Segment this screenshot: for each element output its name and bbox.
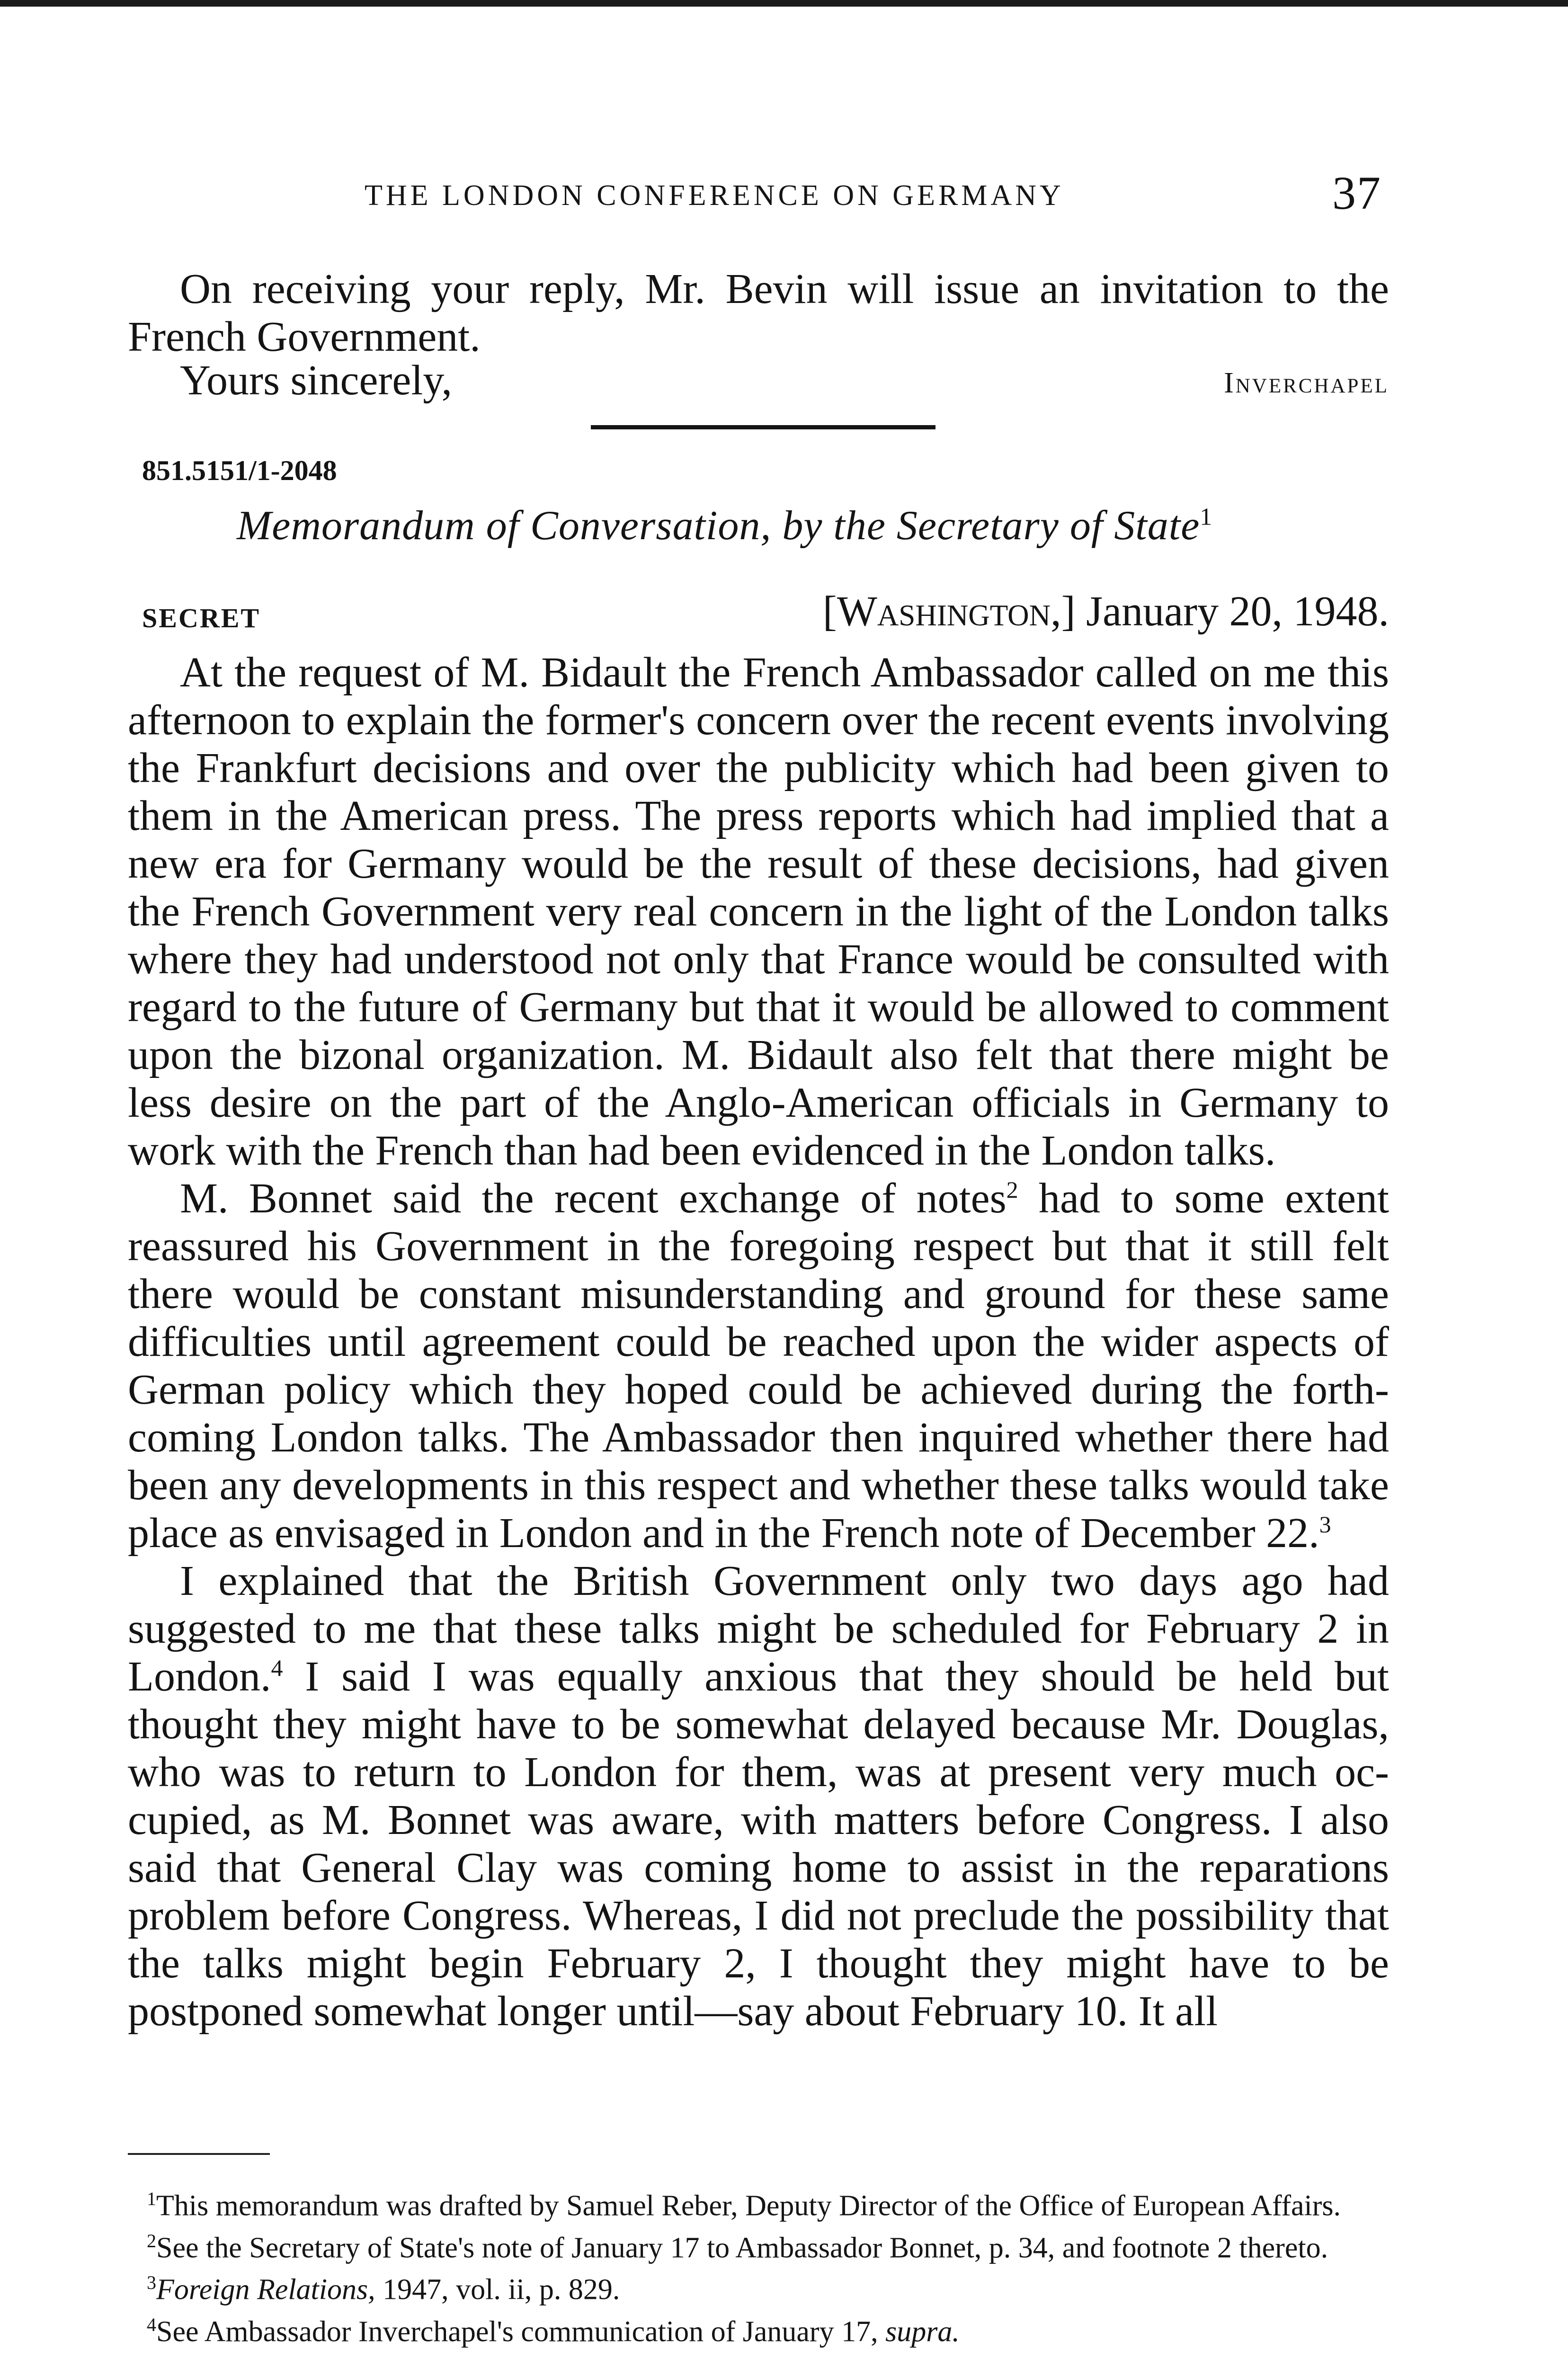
footnote-1-text: This memorandum was drafted by Samuel Reber, Deputy Director of the Office of European Affairs. (156, 2189, 1341, 2222)
footnote-ref-2: 2 (1006, 1176, 1018, 1203)
footnote-ref-4: 4 (271, 1655, 283, 1681)
footnote-3-source: Foreign Relations, (156, 2273, 375, 2306)
footnote-ref-3: 3 (1319, 1511, 1331, 1538)
footnote-2-text: See the Secretary of State's note of January 17 to Ambassador Bonnet, p. 34, and footnote 2 thereto. (156, 2232, 1328, 2264)
paragraph-2 (128, 1175, 1389, 1557)
footnote-3-text: 1947, vol. ii, p. 829. (375, 2273, 620, 2306)
paragraph-1: At the request of M. Bidault the French Ambassador called on me this afternoon to explain the former's concern over the recent events involving the Frankfurt decisions and over the publicity which had been given to them in the American press. The press reports which had implied that a new era for Germany would be the result of these decisions, had given the French Government very real concern in the light of the London talks where they had understood not only that France would be consulted with regard to the future of Germany but that it would be allowed to comment upon the bizonal organization. M. Bidault also felt that there might be less desire on the part of the Anglo-American officials in Germany to work with the French than had been evidenced in the London talks. (128, 649, 1389, 1174)
footnote-4 (128, 2307, 1389, 2349)
signature-row (180, 356, 1389, 408)
paragraph-2-part-2: had to some extent reassured his Government in the foregoing respect but that it still felt there would be constant misunderstanding and ground for these same difficulties until agreement could be reached upon the wider aspects of German policy which they hoped could be achieved during the forth-coming London talks. The Ambassador then inquired whether there had been any developments in this respect and whether these talks would take place as envisaged in London and in the French note of December 22. (128, 1175, 1389, 1557)
footnote-1-number: 1 (147, 2188, 156, 2209)
document-title (237, 502, 1212, 550)
footnote-4-supra: supra. (885, 2315, 960, 2348)
footnotes (128, 2181, 1389, 2349)
footnote-4-number: 4 (147, 2314, 156, 2335)
page-number: 37 (1332, 167, 1381, 219)
footnote-1 (128, 2181, 1389, 2224)
footnote-2 (128, 2224, 1389, 2266)
dateline-place: [Washington,] (822, 588, 1076, 635)
footnote-3 (128, 2265, 1389, 2307)
dateline (823, 587, 1389, 636)
footnote-2-number: 2 (147, 2230, 156, 2251)
classification-label: SECRET (142, 603, 261, 633)
file-number: 851.5151/1-2048 (142, 455, 337, 486)
running-head: THE LONDON CONFERENCE ON GERMANY (365, 179, 1064, 212)
document-title-text: Memorandum of Conversation, by the Secretary of State (237, 503, 1200, 549)
paragraph-3 (128, 1557, 1389, 2035)
top-edge-rule (0, 0, 1568, 7)
title-footnote-ref: 1 (1200, 503, 1213, 531)
closing-phrase: Yours sincerely, (180, 357, 452, 404)
letter-continuation: On receiving your reply, Mr. Bevin will issue an invitation to the French Government. (128, 266, 1389, 360)
paragraph-3-part-2: I said I was equally anxious that they should be held but thought they might have to be somewhat delayed because Mr. Douglas, who was to return to London for them, was at present very much oc-cupied, as M. Bonnet was aware, with matters before Congress. I also said that General Clay was coming home to assist in the reparations problem before Congress. Whereas, I did not preclude the possibility that the talks might begin February 2, I thought they might have to be postponed somewhat longer until—say about February 10. It all (128, 1653, 1389, 2035)
footnote-3-number: 3 (147, 2272, 156, 2294)
paragraph-3-part-1: I explained that the British Government only two days ago had suggested to me that these talks might be scheduled for February 2 in London. (128, 1557, 1389, 1700)
dateline-date: January 20, 1948. (1086, 588, 1389, 635)
signer-name: Inverchapel (1224, 367, 1389, 399)
footnote-4-text: See Ambassador Inverchapel's communication of January 17, (156, 2315, 886, 2348)
section-separator (591, 425, 935, 429)
paragraph-2-part-1: M. Bonnet said the recent exchange of notes (180, 1175, 1007, 1222)
memorandum-body (128, 649, 1389, 2035)
footnote-rule (128, 2153, 270, 2155)
